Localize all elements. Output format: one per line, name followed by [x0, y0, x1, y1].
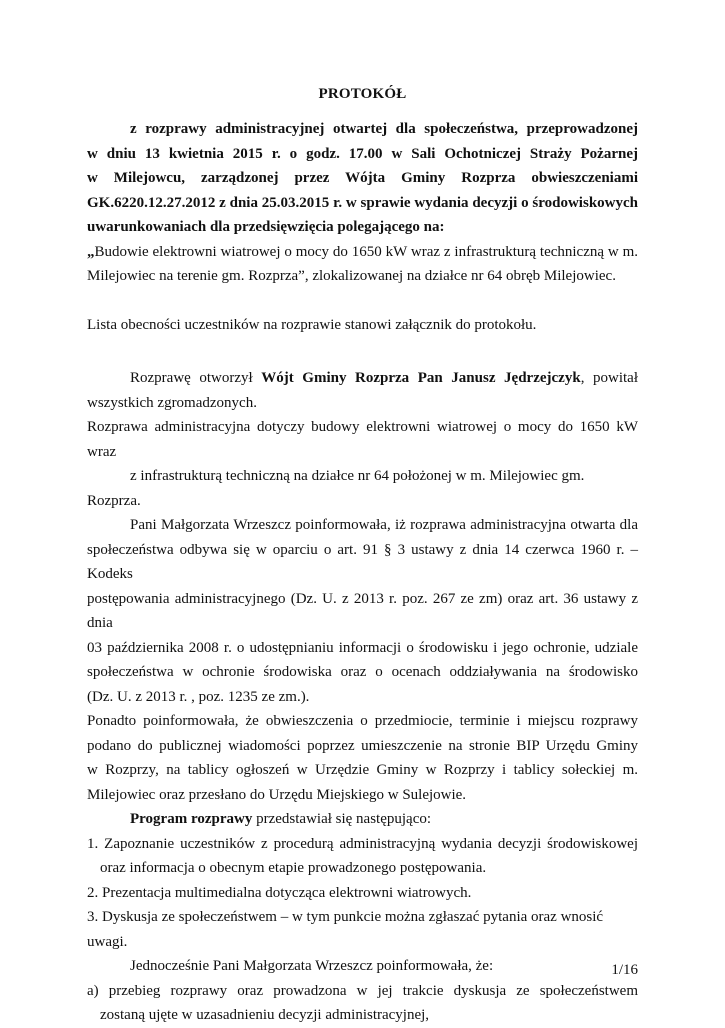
notice-line: w Rozprzy, na tablicy ogłoszeń w Urzędzie Gminy w Rozprzy i tablicy sołeckiej m. — [87, 762, 638, 778]
also-informed: Jednocześnie Pani Małgorzata Wrzeszcz poinformowała, że: — [130, 958, 494, 974]
opening-suffix: , powitał — [580, 370, 638, 386]
legal-line: społeczeństwa w ochronie środowiska oraz o ocenach oddziaływania na środowisko — [87, 664, 638, 680]
notice-line: podano do publicznej wiadomości poprzez umieszczenie na stronie BIP Urzędu Gminy — [87, 737, 638, 754]
notice-line: Ponadto poinformowała, że obwieszczenia o przedmiocie, terminie i miejscu rozprawy — [87, 713, 638, 729]
notice-line: Milejowiec oraz przesłano do Urzędu Miejskiego w Sulejowie. — [87, 786, 467, 803]
attendance-note: Lista obecności uczestników na rozprawie stanowi załącznik do protokołu. — [87, 317, 537, 333]
opening-line — [87, 366, 638, 391]
spacer — [87, 338, 638, 363]
subject-line: Rozprawa administracyjna dotyczy budowy elektrowni wiatrowej o mocy do 1650 kW wraz — [87, 419, 638, 460]
project-quote-line — [87, 240, 638, 265]
program-suffix: przedstawiał się następująco: — [252, 811, 432, 827]
point-a-line: zostaną ujęte w uzasadnieniu decyzji administracyjnej, — [100, 1007, 430, 1023]
intro-line: uwarunkowaniach dla przedsięwzięcia polegającego na: — [87, 219, 445, 235]
program-item: 1. Zapoznanie uczestników z procedurą administracyjną wydania decyzji środowiskowej — [87, 835, 638, 852]
document-title: PROTOKÓŁ — [318, 86, 407, 102]
intro-line: w Milejowcu, zarządzonej przez Wójta Gminy Rozprza obwieszczeniami — [87, 170, 638, 186]
intro-line: z rozprawy administracyjnej otwartej dla społeczeństwa, przeprowadzonej — [130, 121, 638, 137]
opening-line: wszystkich zgromadzonych. — [87, 394, 257, 411]
intro-line: w dniu 13 kwietnia 2015 r. o godz. 17.00 w Sali Ochotniczej Straży Pożarnej — [87, 145, 638, 162]
opening-official: Wójt Gminy Rozprza Pan Janusz Jędrzejczyk — [261, 370, 581, 386]
legal-line: 03 października 2008 r. o udostępnianiu informacji o środowisku i jego ochronie, udziale — [87, 639, 638, 656]
project-quote-text: Budowie elektrowni wiatrowej o mocy do 1650 kW wraz z infrastrukturą techniczną w m. — [94, 243, 638, 260]
program-heading — [87, 807, 638, 832]
program-item: 2. Prezentacja multimedialna dotycząca elektrowni wiatrowych. — [87, 884, 472, 901]
quote-mark: „ — [87, 243, 95, 260]
subject-line: z infrastrukturą techniczną na działce nr 64 położonej w m. Milejowiec gm. Rozprza. — [87, 468, 585, 509]
intro-line: GK.6220.12.27.2012 z dnia 25.03.2015 r. w sprawie wydania decyzji o środowiskowych — [87, 194, 638, 211]
spacer — [87, 289, 638, 314]
project-quote-line: Milejowiec na terenie gm. Rozprza”, zlokalizowanej na działce nr 64 obręb Milejowiec. — [87, 268, 616, 284]
program-label: Program rozprawy — [130, 811, 253, 827]
legal-line: postępowania administracyjnego (Dz. U. z 2013 r. poz. 267 ze zm) oraz art. 36 ustawy z dnia — [87, 590, 638, 631]
legal-line: społeczeństwa odbywa się w oparciu o art. 91 § 3 ustawy z dnia 14 czerwca 1960 r. – Kodeks — [87, 541, 638, 582]
opening-prefix: Rozprawę otworzył — [130, 370, 262, 386]
legal-line: (Dz. U. z 2013 r. , poz. 1235 ze zm.). — [87, 688, 310, 705]
program-item: 3. Dyskusja ze społeczeństwem – w tym punkcie można zgłaszać pytania oraz wnosić uwagi. — [87, 909, 604, 950]
document-body — [87, 117, 638, 1028]
program-item-continuation: oraz informacja o obecnym etapie prowadzonego postępowania. — [100, 860, 487, 876]
legal-line: Pani Małgorzata Wrzeszcz poinformowała, iż rozprawa administracyjna otwarta dla — [130, 517, 638, 533]
point-a-line: a) przebieg rozprawy oraz prowadzona w jej trakcie dyskusja ze społeczeństwem — [87, 982, 638, 999]
page-number: 1/16 — [611, 962, 638, 978]
